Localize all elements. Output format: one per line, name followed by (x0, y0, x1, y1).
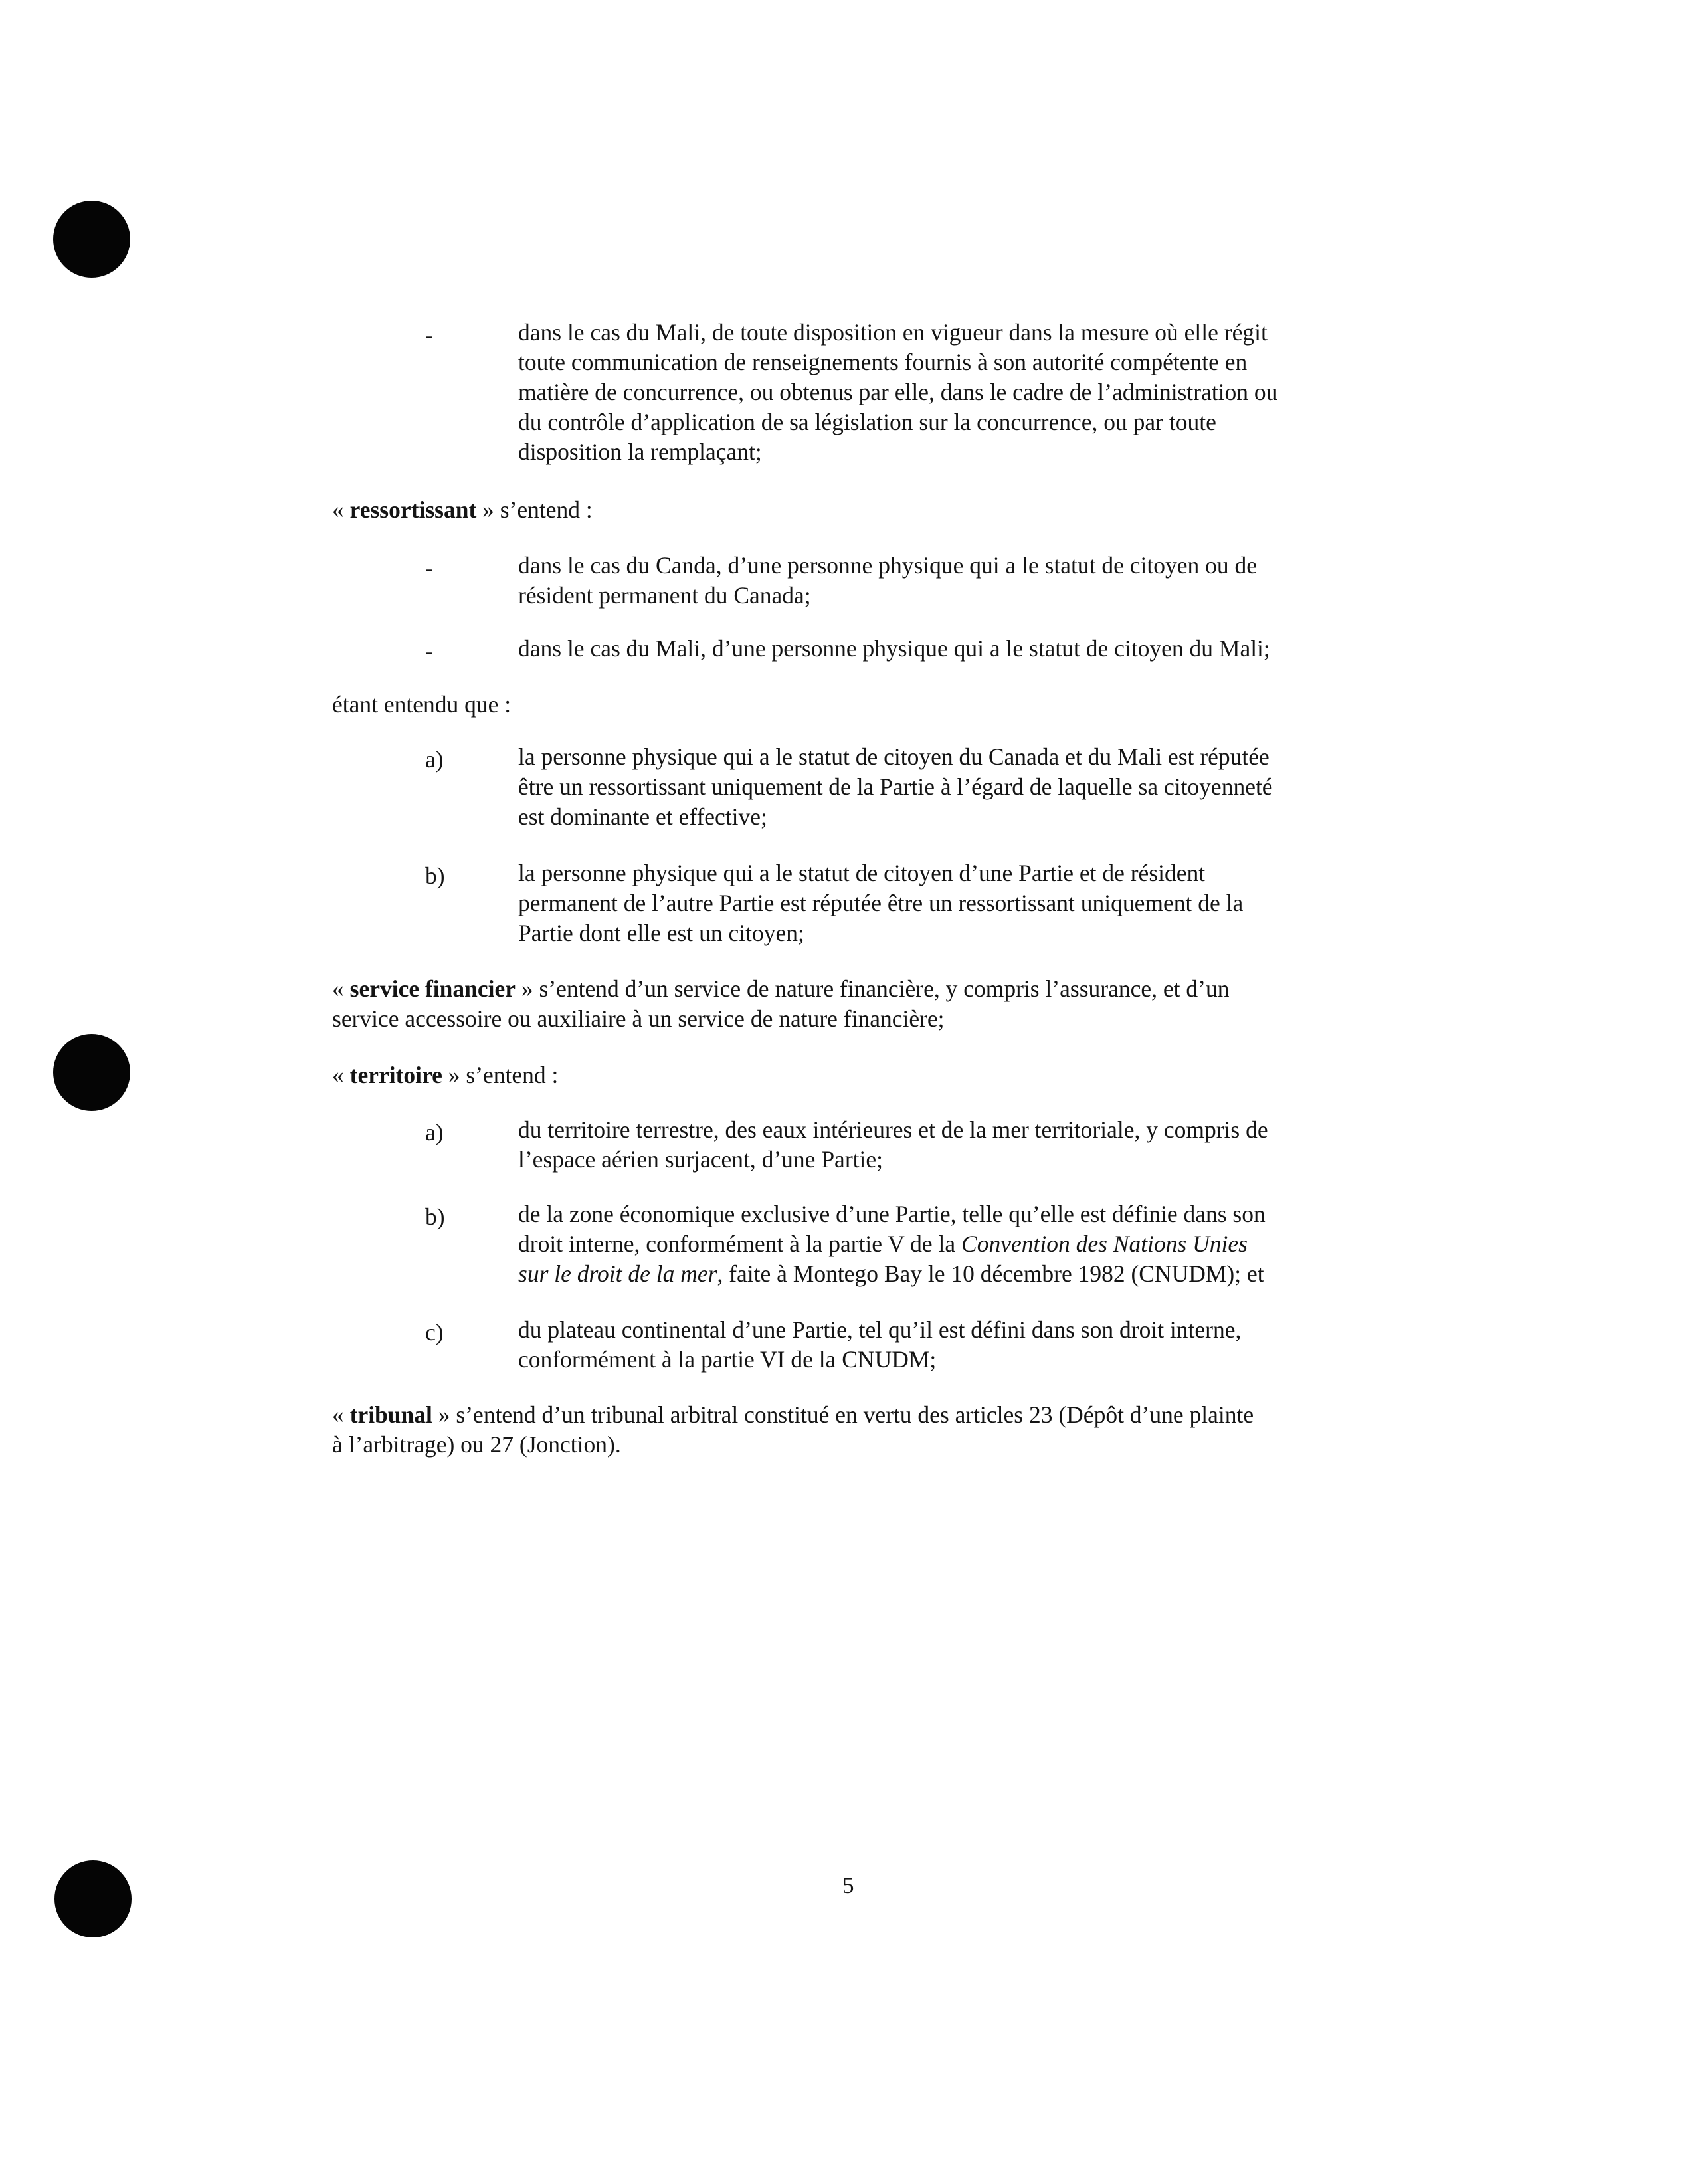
text-line: la personne physique qui a le statut de citoyen d’une Partie et de résident (518, 860, 1206, 886)
text-line: dans le cas du Mali, d’une personne physique qui a le statut de citoyen du Mali; (518, 635, 1270, 662)
definition-heading: « territoire » s’entend : (332, 1062, 559, 1088)
defined-term: service financier (349, 975, 516, 1002)
text-line: la personne physique qui a le statut de citoyen du Canada et du Mali est réputée (518, 744, 1270, 770)
binder-hole-bottom (54, 1860, 132, 1937)
list-marker-a: a) (425, 1119, 444, 1145)
definition-heading: « tribunal » s’entend d’un tribunal arbitral constitué en vertu des articles 23 (Dépôt d’une plainte (332, 1401, 1254, 1428)
defined-term: ressortissant (349, 496, 477, 523)
page-number: 5 (842, 1872, 854, 1898)
text-line: dans le cas du Canda, d’une personne physique qui a le statut de citoyen ou de (518, 552, 1258, 579)
convention-title: Convention des Nations Unies (961, 1231, 1248, 1257)
text-line: service accessoire ou auxiliaire à un service de nature financière; (332, 1005, 945, 1032)
text-line: être un ressortissant uniquement de la Partie à l’égard de laquelle sa citoyenneté (518, 773, 1273, 800)
definition-heading: « ressortissant » s’entend : (332, 496, 593, 523)
text-line: conformément à la partie VI de la CNUDM; (518, 1346, 937, 1373)
text-line: du contrôle d’application de sa législation sur la concurrence, ou par toute (518, 409, 1216, 435)
text-line: droit interne, conformément à la partie V de la Convention des Nations Unies (518, 1231, 1248, 1257)
list-marker-b: b) (425, 862, 445, 889)
text-line: résident permanent du Canada; (518, 582, 811, 609)
dash-marker: - (425, 638, 433, 664)
text-line: sur le droit de la mer, faite à Montego Bay le 10 décembre 1982 (CNUDM); et (518, 1260, 1264, 1287)
text-line: du plateau continental d’une Partie, tel qu’il est défini dans son droit interne, (518, 1316, 1242, 1343)
text-line: l’espace aérien surjacent, d’une Partie; (518, 1146, 883, 1173)
list-marker-a: a) (425, 746, 444, 773)
text-line: Partie dont elle est un citoyen; (518, 920, 804, 946)
text-line: du territoire terrestre, des eaux intérieures et de la mer territoriale, y compris de (518, 1116, 1268, 1143)
text-line: à l’arbitrage) ou 27 (Jonction). (332, 1431, 621, 1458)
binder-hole-top (53, 201, 130, 278)
text-line: de la zone économique exclusive d’une Partie, telle qu’elle est définie dans son (518, 1201, 1266, 1227)
text-line: matière de concurrence, ou obtenus par elle, dans le cadre de l’administration ou (518, 379, 1278, 405)
definition-heading: « service financier » s’entend d’un service de nature financière, y compris l’assurance, et d’un (332, 975, 1230, 1002)
text-line: est dominante et effective; (518, 803, 767, 830)
list-marker-b: b) (425, 1203, 445, 1230)
binder-hole-middle (53, 1034, 130, 1111)
text-line: permanent de l’autre Partie est réputée être un ressortissant uniquement de la (518, 890, 1244, 916)
defined-term: territoire (349, 1062, 442, 1088)
text-line: toute communication de renseignements fournis à son autorité compétente en (518, 349, 1248, 375)
dash-marker: - (425, 322, 433, 348)
dash-marker: - (425, 555, 433, 581)
text-line: disposition la remplaçant; (518, 439, 762, 465)
text-line: dans le cas du Mali, de toute disposition en vigueur dans la mesure où elle régit (518, 319, 1268, 346)
convention-title: sur le droit de la mer (518, 1260, 717, 1287)
list-marker-c: c) (425, 1319, 444, 1345)
understood-clause: étant entendu que : (332, 691, 512, 718)
defined-term: tribunal (349, 1401, 432, 1428)
